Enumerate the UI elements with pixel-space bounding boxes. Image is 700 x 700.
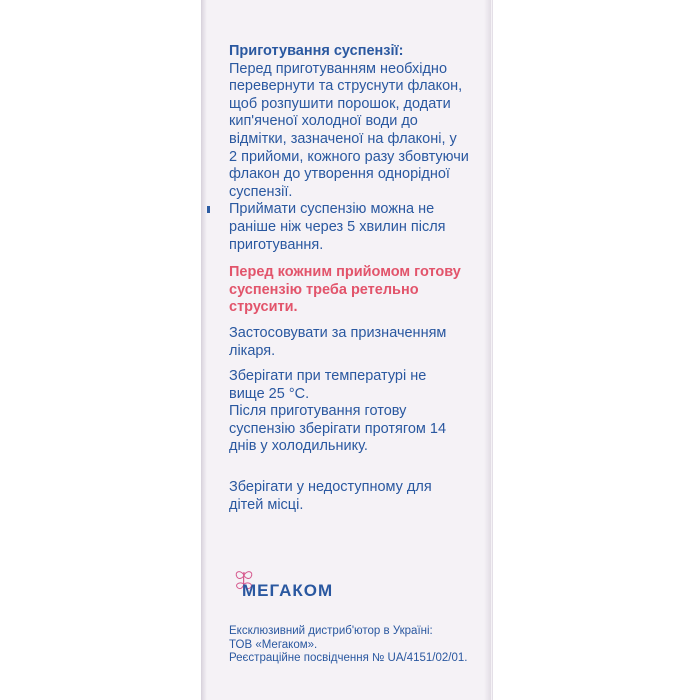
prep-line: суспензії. [229, 183, 293, 200]
storage-line: днів у холодильнику. [229, 438, 368, 455]
intake-line: приготування. [229, 236, 324, 253]
storage-line: суспензію зберігати протягом 14 [229, 420, 447, 437]
logo-text: МЕГАКОМ [242, 581, 334, 600]
prep-line: щоб розпушити порошок, додати [229, 95, 451, 112]
megakom-logo [231, 566, 371, 606]
prep-line: 2 прийоми, кожного разу збовтуючи [229, 148, 469, 165]
footer-text [229, 625, 489, 666]
instructions-text [229, 43, 479, 514]
preparation-title: Приготування суспензії: [229, 43, 404, 59]
footer-line: Реєстраційне посвідчення № UA/4151/02/01. [229, 652, 468, 665]
warning-line: Перед кожним прийомом готову [229, 264, 461, 281]
package-right-edge [484, 0, 491, 700]
prep-line: відмітки, зазначеної на флаконі, у [229, 130, 457, 147]
storage-line: вище 25 °С. [229, 385, 310, 402]
prep-line: флакон до утворення однорідної [229, 166, 450, 183]
print-mark [207, 206, 210, 213]
prep-line: Перед приготуванням необхідно [229, 60, 448, 77]
children-line: дітей місці. [229, 496, 304, 513]
storage-line: Після приготування готову [229, 403, 407, 420]
prep-line: кип'яченої холодної води до [229, 113, 418, 130]
footer-line: Ексклюзивний дистриб'ютор в Україні: [229, 625, 433, 637]
usage-line: Застосовувати за призначенням [229, 324, 447, 341]
warning-line: суспензію треба ретельно [229, 281, 419, 298]
intake-line: Приймати суспензію можна не [229, 201, 435, 218]
children-line: Зберігати у недоступному для [229, 479, 432, 496]
intake-line: раніше ніж через 5 хвилин після [229, 218, 446, 235]
usage-line: лікаря. [229, 342, 276, 359]
storage-line: Зберігати при температурі не [229, 368, 427, 385]
prep-line: перевернути та струснути флакон, [229, 78, 463, 95]
warning-line: струсити. [229, 299, 298, 316]
package-left-edge [201, 0, 207, 700]
footer-line: ТОВ «Мегаком». [229, 638, 318, 651]
